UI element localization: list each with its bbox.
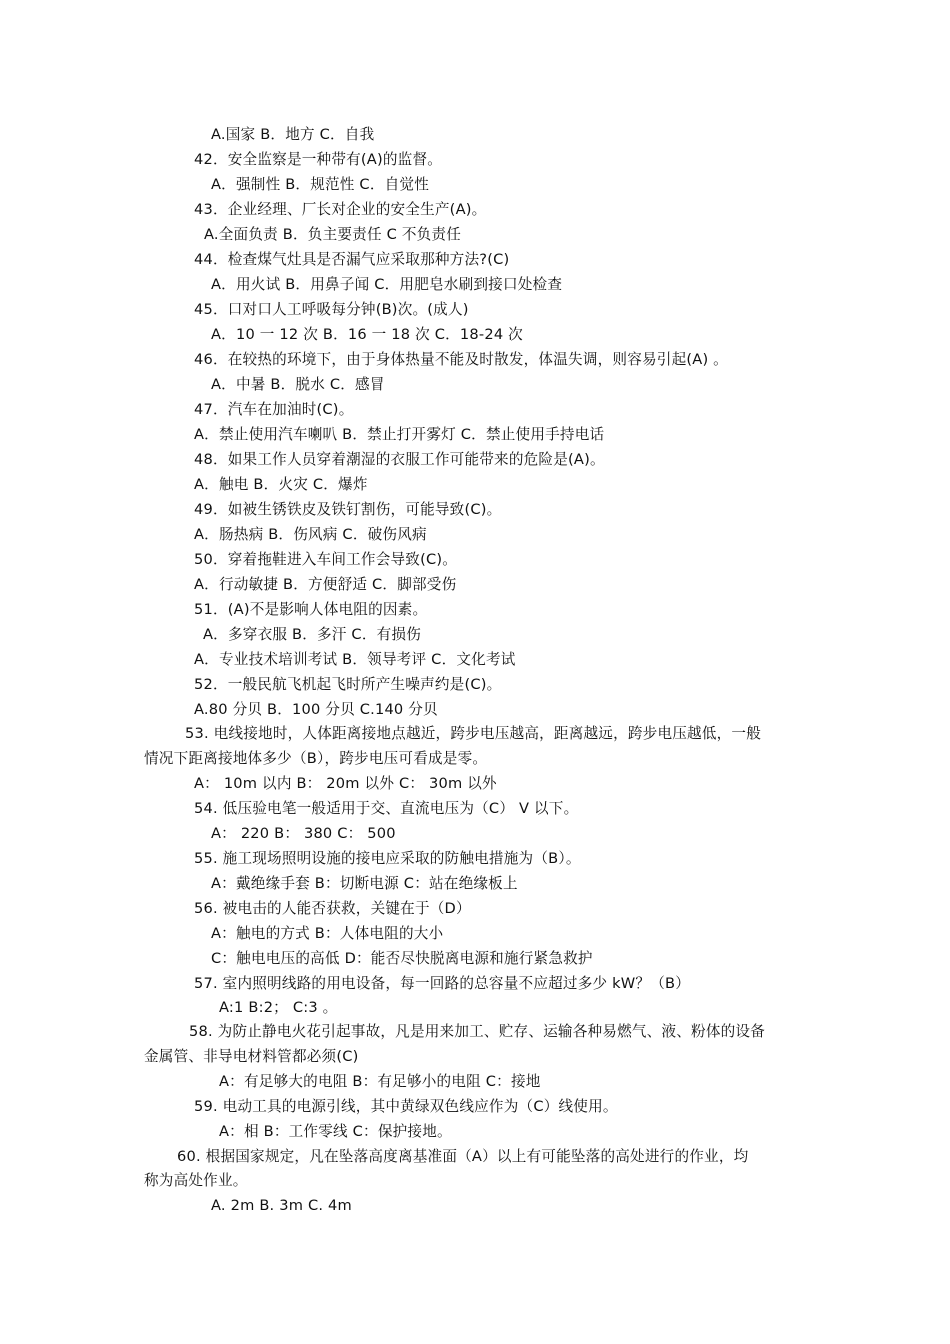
question-line: 53. 电线接地时，人体距离接地点越近，跨步电压越高，距离越远，跨步电压越低，一般: [185, 725, 762, 742]
answer-line: A．专业技术培训考试 B．领导考评 C．文化考试: [194, 651, 516, 668]
question-line: 58. 为防止静电火花引起事故，凡是用来加工、贮存、运输各种易燃气、液、粉体的设备: [189, 1023, 766, 1040]
question-line: 47．汽车在加油时(C)。: [194, 401, 354, 418]
question-line-continued: 金属管、非导电材料管都必须(C): [144, 1048, 359, 1065]
answer-line: A.国家 B．地方 C．自我: [211, 126, 375, 143]
answer-line: C：触电电压的高低 D：能否尽快脱离电源和施行紧急救护: [211, 950, 593, 967]
answer-line: A．行动敏捷 B．方便舒适 C．脚部受伤: [194, 576, 457, 593]
answer-line: A．中暑 B．脱水 C．感冒: [211, 376, 385, 393]
question-line: 59. 电动工具的电源引线，其中黄绿双色线应作为（C）线使用。: [194, 1098, 618, 1115]
answer-line: A：触电的方式 B：人体电阻的大小: [211, 925, 444, 942]
answer-line: A：戴绝缘手套 B：切断电源 C：站在绝缘板上: [211, 875, 518, 892]
question-line: 49．如被生锈铁皮及铁钉割伤，可能导致(C)。: [194, 501, 502, 518]
answer-line: A： 10m 以内 B： 20m 以外 C： 30m 以外: [194, 775, 497, 792]
answer-line: A．禁止使用汽车喇叭 B．禁止打开雾灯 C．禁止使用手持电话: [194, 426, 605, 443]
question-line: 50．穿着拖鞋进入车间工作会导致(C)。: [194, 551, 458, 568]
question-line: 45．口对口人工呼吸每分钟(B)次。(成人): [194, 301, 469, 318]
answer-line: A．10 一 12 次 B．16 一 18 次 C．18-24 次: [211, 326, 523, 343]
answer-line: A： 220 B： 380 C： 500: [211, 825, 396, 842]
question-line-continued: 称为高处作业。: [144, 1172, 248, 1189]
question-line: 57. 室内照明线路的用电设备，每一回路的总容量不应超过多少 kW？（B）: [194, 975, 691, 992]
question-line: 52．一般民航飞机起飞时所产生噪声约是(C)。: [194, 676, 502, 693]
answer-line: A：相 B：工作零线 C：保护接地。: [219, 1123, 452, 1140]
answer-line: A．肠热病 B．伤风病 C．破伤风病: [194, 526, 427, 543]
question-line: 54. 低压验电笔一般适用于交、直流电压为（C） V 以下。: [194, 800, 579, 817]
answer-line: A．强制性 B．规范性 C．自觉性: [211, 176, 429, 193]
answer-line: A:1 B:2； C:3 。: [219, 999, 338, 1016]
question-line: 51．(A)不是影响人体电阻的因素。: [194, 601, 428, 618]
question-line: 55. 施工现场照明设施的接电应采取的防触电措施为（B）。: [194, 850, 581, 867]
question-line: 43．企业经理、厂长对企业的安全生产(A)。: [194, 201, 487, 218]
answer-line: A.全面负责 B．负主要责任 C 不负责任: [204, 226, 461, 243]
question-line: 42．安全监察是一种带有(A)的监督。: [194, 151, 443, 168]
answer-line: A：有足够大的电阻 B：有足够小的电阻 C：接地: [219, 1073, 541, 1090]
answer-line: A.80 分贝 B．100 分贝 C.140 分贝: [194, 701, 438, 718]
question-line: 60. 根据国家规定，凡在坠落高度离基准面（A）以上有可能坠落的高处进行的作业，均: [177, 1148, 749, 1165]
answer-line: A．用火试 B．用鼻子闻 C．用肥皂水刷到接口处检查: [211, 276, 563, 293]
question-line: 48．如果工作人员穿着潮湿的衣服工作可能带来的危险是(A)。: [194, 451, 605, 468]
answer-line: A. 2m B. 3m C. 4m: [211, 1197, 352, 1214]
answer-line: A．多穿衣服 B．多汗 C．有损伤: [203, 626, 421, 643]
question-line: 44．检查煤气灶具是否漏气应采取那种方法?(C): [194, 251, 510, 268]
answer-line: A．触电 B．火灾 C．爆炸: [194, 476, 368, 493]
question-line: 46．在较热的环境下，由于身体热量不能及时散发，体温失调，则容易引起(A) 。: [194, 351, 728, 368]
question-line-continued: 情况下距离接地体多少（B），跨步电压可看成是零。: [144, 750, 488, 767]
question-line: 56. 被电击的人能否获救，关键在于（D）: [194, 900, 471, 917]
